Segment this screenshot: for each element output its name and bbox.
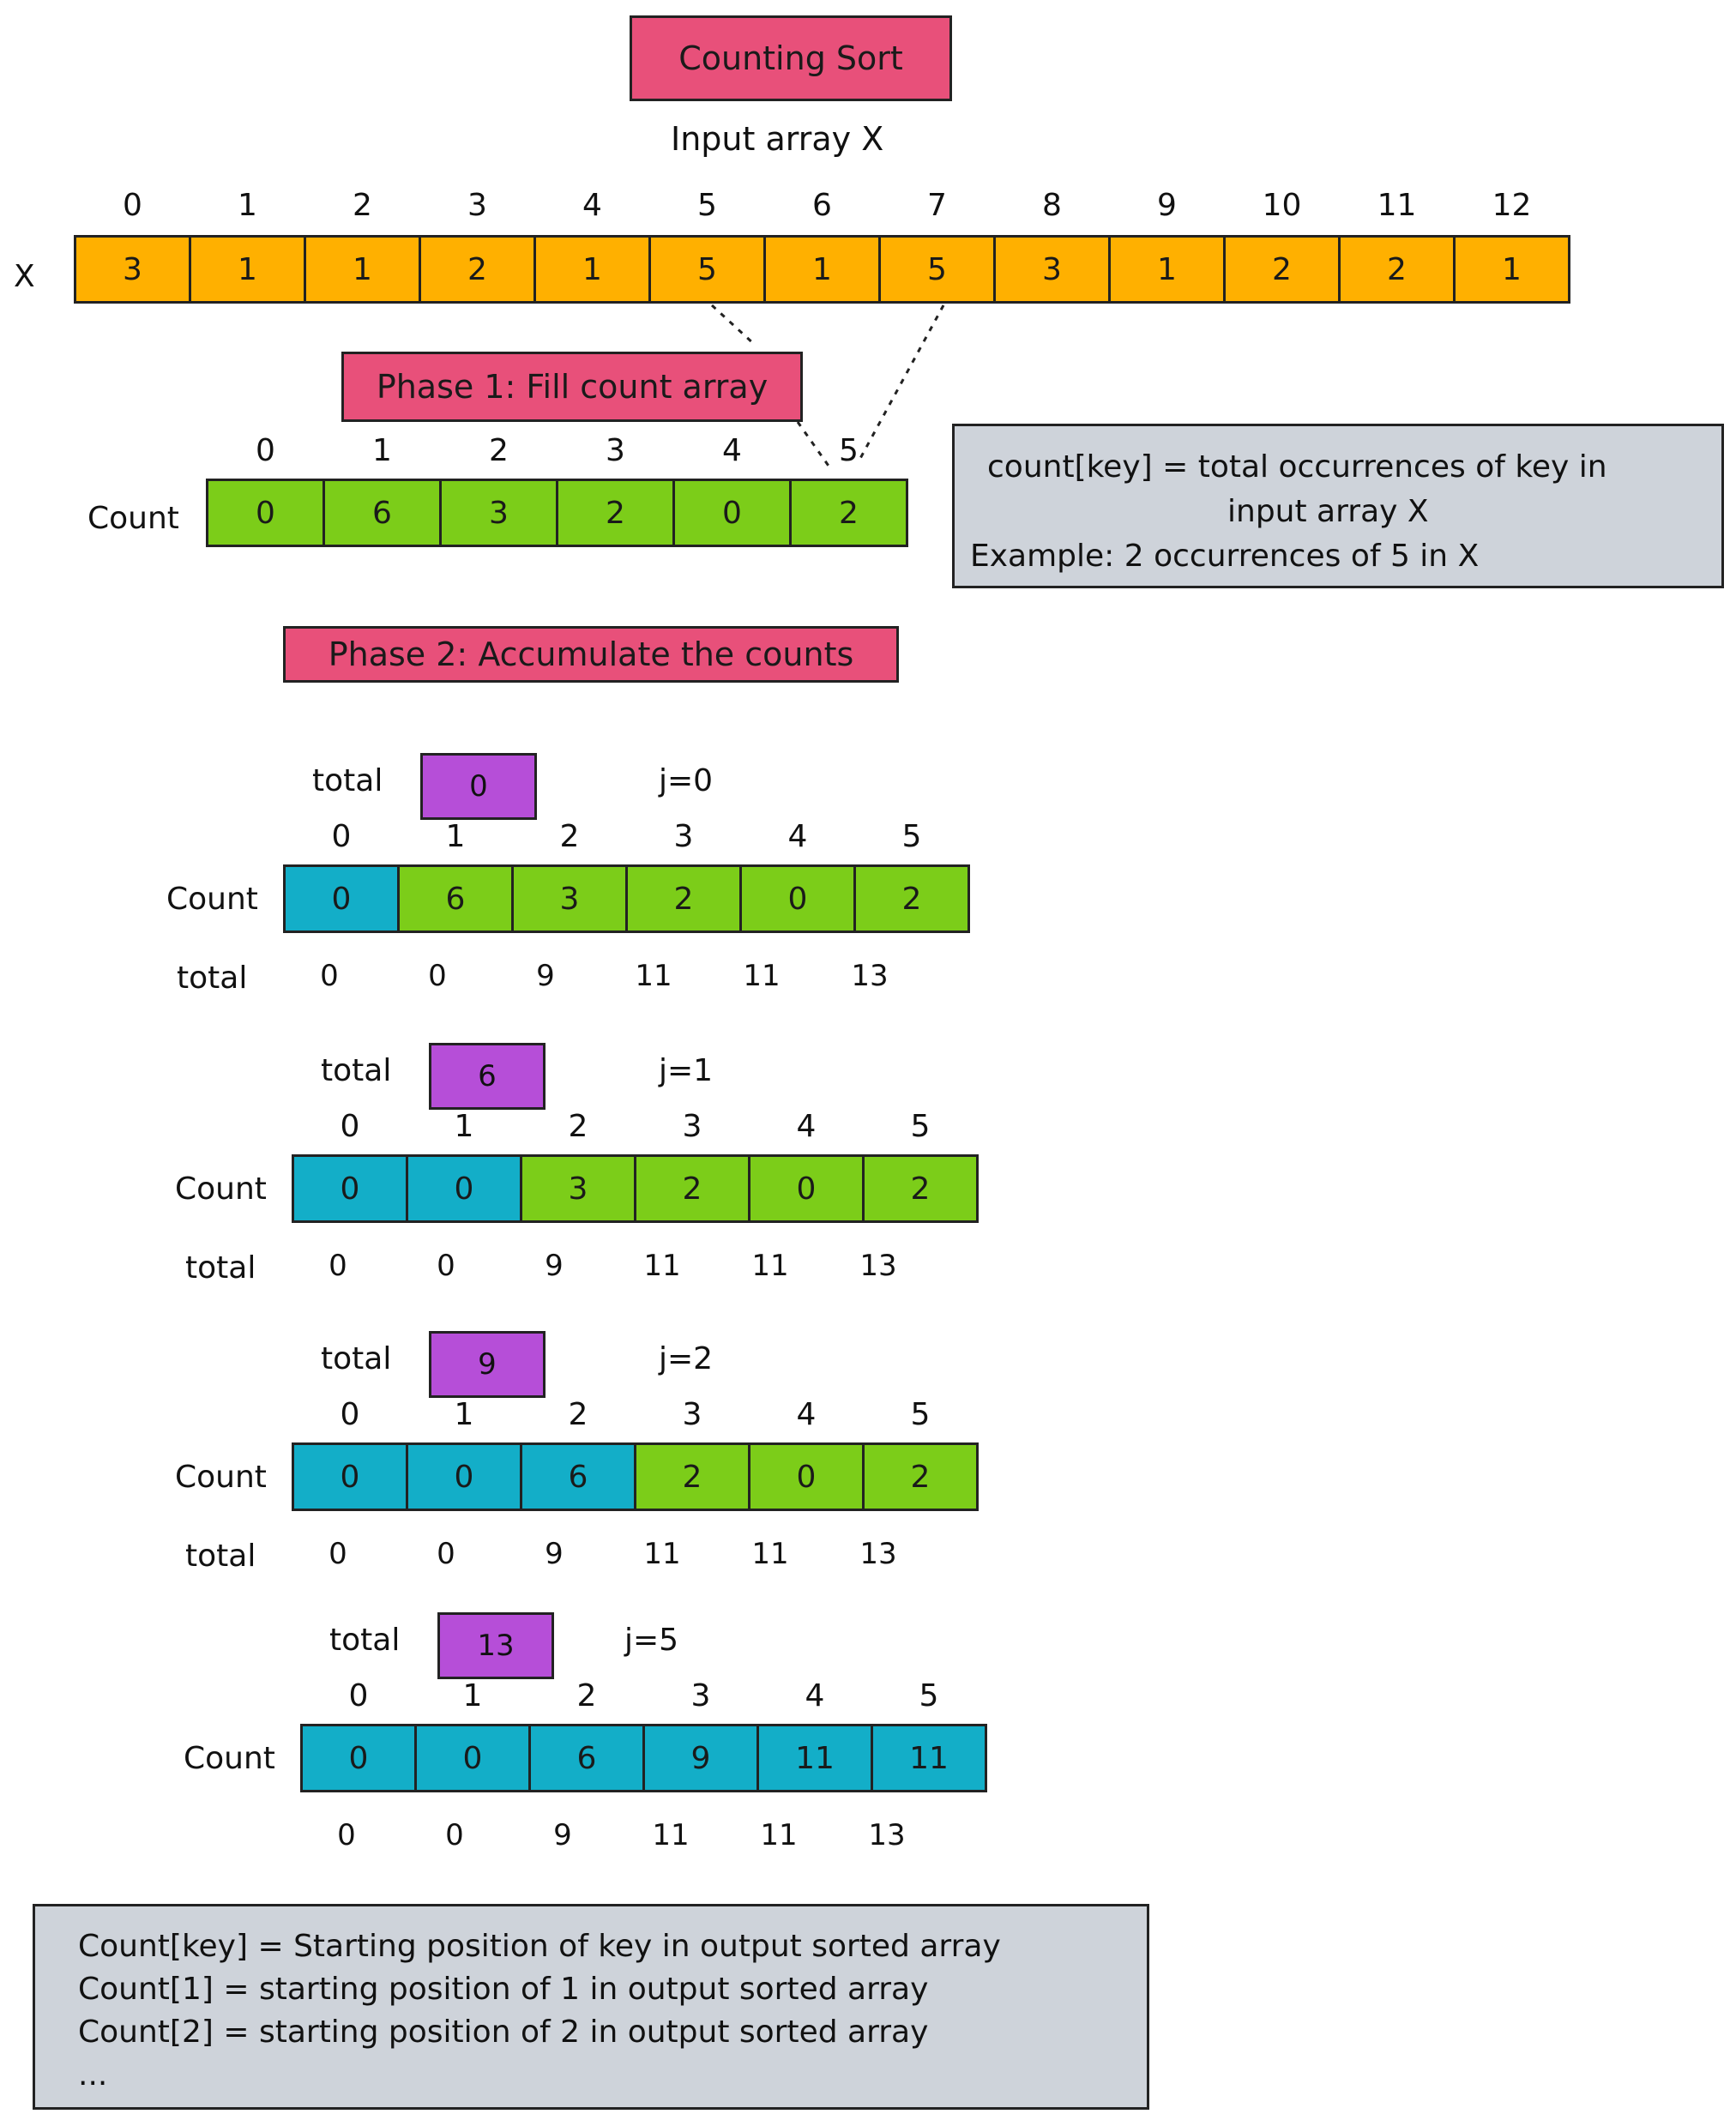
x-index: 9 (1157, 188, 1177, 223)
x-index: 7 (927, 188, 947, 223)
count-cell: 0 (206, 479, 325, 547)
count-index: 2 (568, 1397, 588, 1432)
count-cell: 6 (528, 1724, 645, 1792)
count-cell: 11 (871, 1724, 987, 1792)
running-total: 0 (437, 1537, 455, 1571)
running-total: 11 (751, 1537, 789, 1571)
x-cell: 2 (1338, 235, 1456, 304)
total-label: total (321, 1341, 392, 1376)
x-index: 8 (1042, 188, 1062, 223)
count-cell: 9 (642, 1724, 759, 1792)
running-total: 11 (643, 1249, 681, 1283)
j-label: j=1 (659, 1053, 714, 1088)
x-index: 4 (582, 188, 602, 223)
count-index: 2 (576, 1678, 597, 1713)
total-label: total (321, 1053, 392, 1088)
connector-line-5 (712, 305, 755, 345)
count-array (292, 1154, 976, 1223)
count-index: 5 (919, 1678, 939, 1713)
count-label: Count (184, 1741, 275, 1776)
x-index: 1 (238, 188, 257, 223)
running-total: 11 (751, 1249, 789, 1283)
count-array (292, 1442, 976, 1511)
count-index: 3 (673, 819, 694, 854)
count-label: Count (166, 882, 258, 917)
count-cell: 0 (406, 1442, 522, 1511)
count-label: Count (175, 1171, 267, 1207)
count-index: 3 (682, 1397, 702, 1432)
running-total: 9 (536, 959, 555, 993)
count-cell: 0 (292, 1442, 408, 1511)
count-cell: 0 (292, 1154, 408, 1223)
running-total: 13 (859, 1537, 897, 1571)
count-cell: 2 (556, 479, 675, 547)
count-array (300, 1724, 985, 1792)
running-total: 13 (868, 1818, 906, 1852)
count-index: 0 (340, 1397, 360, 1432)
count-index: 2 (489, 433, 509, 468)
bottom-total-label: total (177, 961, 248, 996)
j-label: j=2 (659, 1341, 714, 1376)
count-index: 3 (690, 1678, 711, 1713)
count-cell: 2 (634, 1442, 750, 1511)
total-label: total (329, 1623, 401, 1658)
x-cell: 1 (1453, 235, 1570, 304)
phase2-title: Phase 2: Accumulate the counts (328, 635, 854, 673)
running-total: 9 (553, 1818, 572, 1852)
total-value-box: 0 (420, 753, 537, 820)
count-cell: 0 (748, 1442, 865, 1511)
count-index: 5 (910, 1397, 931, 1432)
bottom-total-label: total (185, 1250, 256, 1286)
count-index: 0 (340, 1109, 360, 1144)
count-cell: 0 (406, 1154, 522, 1223)
running-total: 11 (760, 1818, 798, 1852)
phase1-count-label: Count (87, 501, 179, 536)
count-cell: 2 (634, 1154, 750, 1223)
count-cell: 2 (625, 864, 742, 933)
count-index: 5 (910, 1109, 931, 1144)
count-index: 4 (796, 1397, 817, 1432)
count-cell: 6 (322, 479, 442, 547)
note2-line2: Count[1] = starting position of 1 in output sorted array (78, 1972, 929, 2007)
count-cell: 3 (439, 479, 558, 547)
x-index: 11 (1377, 188, 1417, 223)
count-index: 0 (348, 1678, 369, 1713)
count-cell: 3 (520, 1154, 636, 1223)
x-row-label: X (14, 259, 35, 294)
count-index: 3 (606, 433, 625, 468)
note2-line4: ... (78, 2057, 108, 2093)
running-total: 0 (320, 959, 339, 993)
x-index: 0 (123, 188, 142, 223)
count-cell: 0 (283, 864, 400, 933)
note1-line1: count[key] = total occurrences of key in (987, 449, 1607, 485)
x-cell: 2 (1223, 235, 1341, 304)
count-cell: 3 (511, 864, 628, 933)
note-count-definition (952, 424, 1724, 588)
count-cell: 11 (756, 1724, 873, 1792)
x-index: 10 (1262, 188, 1302, 223)
count-cell: 0 (672, 479, 792, 547)
count-index: 5 (901, 819, 922, 854)
running-total: 0 (445, 1818, 464, 1852)
count-array (283, 864, 967, 933)
j-label: j=0 (659, 763, 714, 798)
x-index: 2 (353, 188, 372, 223)
count-cell: 0 (414, 1724, 531, 1792)
x-index: 3 (467, 188, 487, 223)
running-total: 13 (851, 959, 889, 993)
count-index: 1 (445, 819, 466, 854)
note-starting-position (33, 1904, 1149, 2110)
count-cell: 2 (862, 1442, 979, 1511)
x-cell: 1 (189, 235, 306, 304)
x-cell: 1 (304, 235, 421, 304)
x-cell: 1 (763, 235, 881, 304)
total-value-box: 6 (429, 1043, 546, 1110)
count-label: Count (175, 1460, 267, 1495)
phase2-banner (283, 626, 899, 683)
phase1-title: Phase 1: Fill count array (376, 368, 769, 406)
x-cell: 3 (993, 235, 1111, 304)
count-cell: 0 (300, 1724, 417, 1792)
running-total: 0 (329, 1249, 347, 1283)
running-total: 9 (545, 1537, 564, 1571)
running-total: 11 (635, 959, 672, 993)
x-cell: 1 (533, 235, 651, 304)
count-index: 5 (839, 433, 859, 468)
x-index: 6 (812, 188, 832, 223)
count-index: 3 (682, 1109, 702, 1144)
running-total: 11 (643, 1537, 681, 1571)
note1-line3: Example: 2 occurrences of 5 in X (970, 539, 1480, 574)
phase1-count-array (206, 479, 906, 547)
note2-line1: Count[key] = Starting position of key in output sorted array (78, 1929, 1001, 1964)
j-label: j=5 (624, 1623, 679, 1658)
count-index: 1 (372, 433, 392, 468)
total-label: total (312, 763, 383, 798)
x-cell: 3 (74, 235, 191, 304)
x-index: 12 (1492, 188, 1532, 223)
count-cell: 0 (739, 864, 856, 933)
input-array-label: Input array X (671, 120, 884, 158)
phase1-banner (341, 352, 803, 422)
running-total: 0 (437, 1249, 455, 1283)
total-value-box: 13 (437, 1612, 554, 1679)
count-index: 1 (462, 1678, 483, 1713)
running-total: 0 (428, 959, 447, 993)
count-index: 2 (559, 819, 580, 854)
count-index: 4 (722, 433, 742, 468)
count-index: 0 (331, 819, 352, 854)
note2-line3: Count[2] = starting position of 2 in output sorted array (78, 2015, 929, 2050)
running-total: 0 (329, 1537, 347, 1571)
total-value-box: 9 (429, 1331, 546, 1398)
running-total: 0 (337, 1818, 356, 1852)
count-index: 1 (454, 1397, 474, 1432)
count-index: 2 (568, 1109, 588, 1144)
x-cell: 5 (648, 235, 766, 304)
count-cell: 2 (862, 1154, 979, 1223)
running-total: 11 (743, 959, 781, 993)
title-text: Counting Sort (678, 39, 903, 77)
count-cell: 6 (520, 1442, 636, 1511)
count-index: 4 (787, 819, 808, 854)
bottom-total-label: total (185, 1539, 256, 1574)
count-index: 4 (796, 1109, 817, 1144)
count-index: 0 (256, 433, 275, 468)
x-cell: 2 (419, 235, 536, 304)
count-index: 1 (454, 1109, 474, 1144)
count-cell: 6 (397, 864, 514, 933)
count-cell: 2 (853, 864, 970, 933)
count-cell: 0 (748, 1154, 865, 1223)
running-total: 9 (545, 1249, 564, 1283)
count-cell: 2 (789, 479, 908, 547)
x-cell: 1 (1108, 235, 1226, 304)
running-total: 11 (652, 1818, 690, 1852)
note1-line2: input array X (1227, 494, 1429, 529)
x-cell: 5 (878, 235, 996, 304)
x-index: 5 (697, 188, 717, 223)
count-index: 4 (805, 1678, 825, 1713)
running-total: 13 (859, 1249, 897, 1283)
